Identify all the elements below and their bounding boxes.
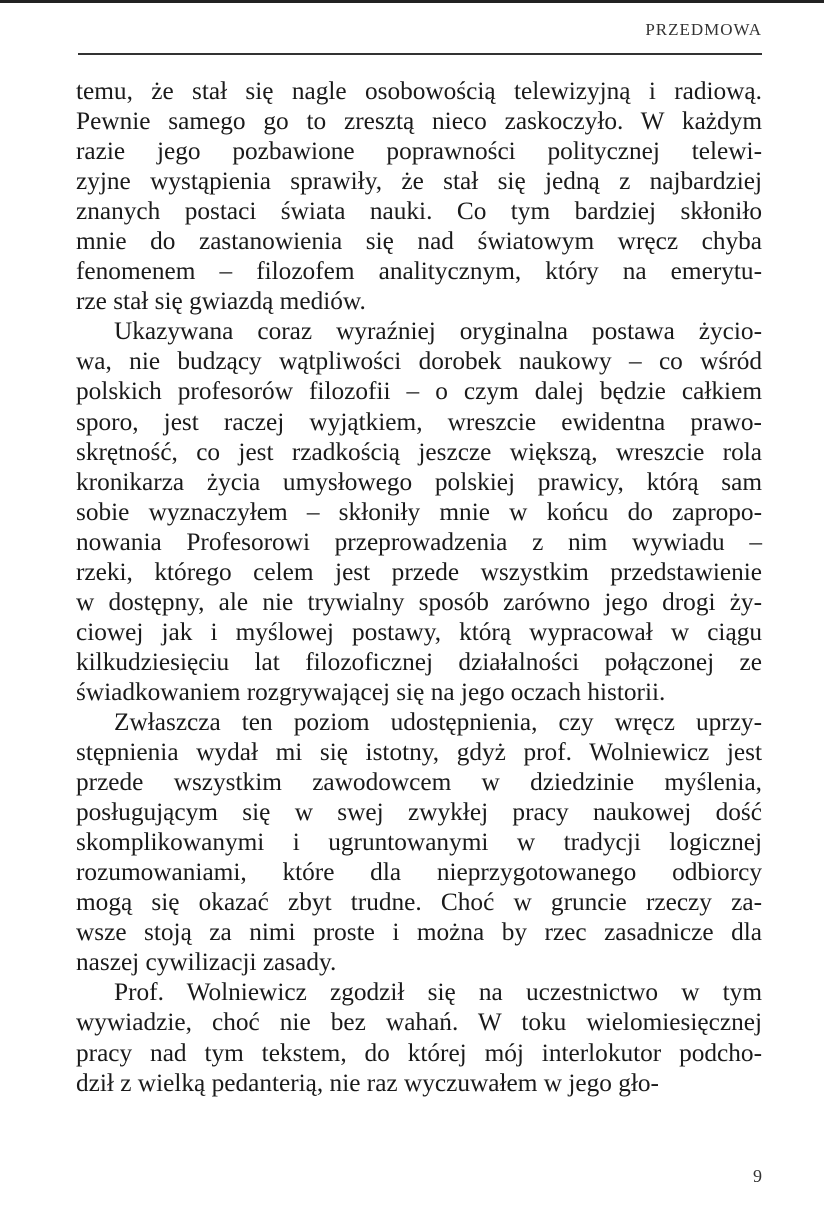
running-header: PRZEDMOWA: [645, 20, 762, 39]
text-line: polskich profesorów filozofii – o czym dalej będzie całkiem: [76, 377, 762, 406]
text-line: kronikarza życia umysłowego polskiej prawicy, którą sam: [76, 467, 762, 496]
text-line: sporo, jest raczej wyjątkiem, wreszcie ewidentna prawo-: [76, 407, 762, 436]
text-line: rozumowaniami, które dla nieprzygotowanego odbiorcy: [76, 858, 762, 887]
text-line: Ukazywana coraz wyraźniej oryginalna postawa życio-: [114, 317, 762, 346]
text-line: rze stał się gwiazdą mediów.: [76, 287, 366, 316]
text-line: mogą się okazać zbyt trudne. Choć w gruncie rzeczy za-: [76, 888, 762, 917]
text-line: Prof. Wolniewicz zgodził się na uczestnictwo w tym: [114, 978, 762, 1007]
text-line: sobie wyznaczyłem – skłoniły mnie w końcu do zapropo-: [76, 497, 762, 526]
text-line: temu, że stał się nagle osobowością telewizyjną i radiową.: [76, 77, 762, 105]
text-line: zyjne wystąpienia sprawiły, że stał się jedną z najbardziej: [76, 167, 762, 196]
text-line: w dostępny, ale nie trywialny sposób zarówno jego drogi ży-: [76, 587, 762, 616]
text-line: przede wszystkim zawodowcem w dziedzinie myślenia,: [76, 768, 762, 797]
text-line: znanych postaci świata nauki. Co tym bardziej skłoniło: [76, 197, 762, 226]
text-line: Zwłaszcza ten poziom udostępnienia, czy wręcz uprzy-: [114, 707, 762, 736]
text-line: nowania Profesorowi przeprowadzenia z nim wywiadu –: [76, 527, 762, 556]
text-line: naszej cywilizacji zasady.: [76, 948, 337, 977]
text-line: skomplikowanymi i ugruntowanymi w tradycji logicznej: [76, 828, 762, 857]
text-line: fenomenem – filozofem analitycznym, który na emerytu-: [76, 257, 762, 286]
text-line: wywiadzie, choć nie bez wahań. W toku wielomiesięcznej: [76, 1008, 762, 1037]
text-line: ciowej jak i myślowej postawy, którą wypracował w ciągu: [76, 617, 762, 646]
text-line: posługującym się w swej zwykłej pracy naukowej dość: [76, 798, 762, 827]
paragraph: [76, 707, 762, 977]
page-number: 9: [753, 1166, 762, 1186]
text-line: mnie do zastanowienia się nad światowym wręcz chyba: [76, 227, 762, 256]
scan-top-edge: [0, 0, 824, 3]
text-line: pracy nad tym tekstem, do której mój interlokutor podcho-: [76, 1038, 762, 1067]
paragraph: [76, 316, 762, 707]
header-rule: [78, 53, 762, 55]
text-line: wsze stoją za nimi proste i można by rzec zasadnicze dla: [76, 918, 762, 947]
paragraph: [76, 76, 762, 316]
text-line: rzeki, którego celem jest przede wszystkim przedstawienie: [76, 557, 762, 586]
text-line: wa, nie budzący wątpliwości dorobek naukowy – co wśród: [76, 347, 762, 376]
text-line: razie jego pozbawione poprawności politycznej telewi-: [76, 137, 762, 166]
text-line: Pewnie samego go to zresztą nieco zaskoczyło. W każdym: [76, 107, 762, 136]
text-line: skrętność, co jest rzadkością jeszcze większą, wreszcie rola: [76, 437, 762, 466]
text-line: dził z wielką pedanterią, nie raz wyczuwałem w jego gło-: [76, 1068, 659, 1097]
text-line: świadkowaniem rozgrywającej się na jego oczach historii.: [76, 677, 666, 706]
text-line: kilkudziesięciu lat filozoficznej działalności połączonej ze: [76, 647, 762, 676]
page-body: [76, 76, 762, 1098]
paragraph: [76, 977, 762, 1097]
text-line: stępnienia wydał mi się istotny, gdyż prof. Wolniewicz jest: [76, 738, 762, 767]
